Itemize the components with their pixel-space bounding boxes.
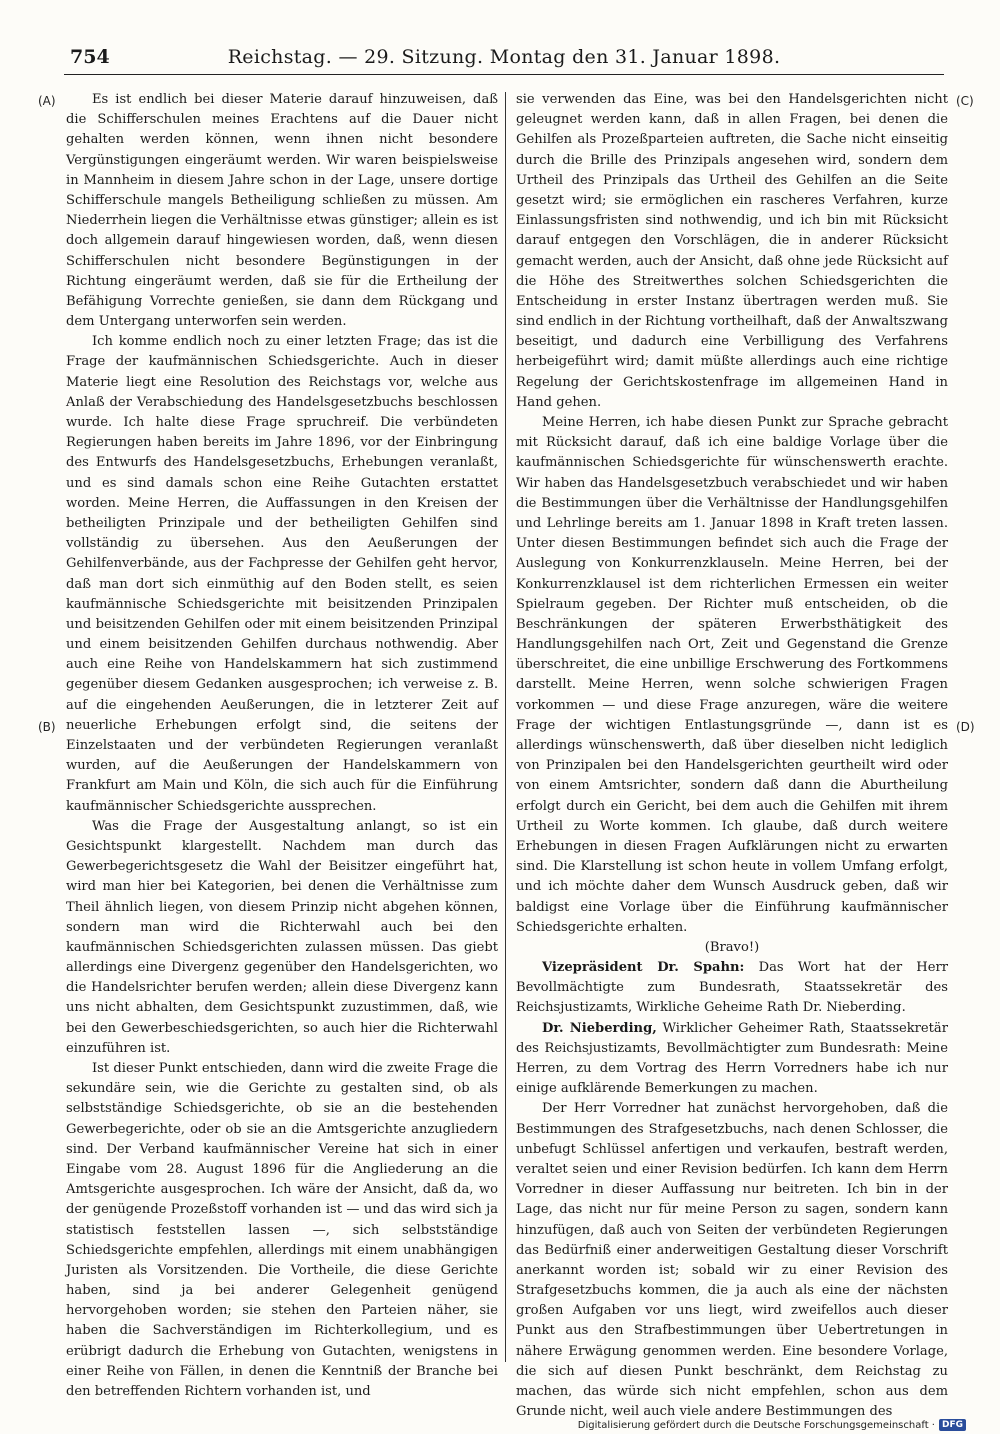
interjection: (Bravo!): [704, 939, 760, 955]
page-header: [64, 40, 944, 75]
margin-marker-c: (C): [956, 94, 974, 108]
left-column: [66, 90, 498, 1399]
paragraph: Meine Herren, ich habe diesen Punkt zur Sprache gebracht mit Rücksicht darauf, daß ich eine baldige Vorlage über die kaufmännischen Schiedsgerichte für wünschenswerth erachte. Wir haben das Handelsgesetzbuch verabschiedet und wir haben die Bestimmungen über die Verhältnisse der Handlungsgehilfen und Lehrlinge bereits am 1. Januar 1898 in Kraft treten lassen. Unter diesen Bestimmungen befindet sich auch die Frage der Auslegung von Konkurrenzklauseln. Meine Herren, bei der Konkurrenzklausel ist dem richterlichen Ermessen ein weiter Spielraum gegeben. Der Richter muß entscheiden, ob die Beschränkungen der späteren Erwerbsthätigkeit des Handlungsgehilfen nach Ort, Zeit und Gegenstand die Grenze überschreitet, die eine unbillige Erschwerung des Fortkommens darstellt. Meine Herren, wenn solche schwierigen Fragen vorkommen — und diese Frage anzuregen, wäre die weitere Frage der wichtigen Entlastungsgründe —, dann ist es allerdings wünschenswerth, daß über dieselben nicht lediglich von Prinzipalen bei den Handelsgerichten geurtheilt wird oder von einem Amtsrichter, sondern daß dann die Aburtheilung erfolgt durch ein Gericht, bei dem auch die Gehilfen mit ihrem Urtheil zu Worte kommen. Ich glaube, daß durch weitere Erhebungen in diesen Fragen Aufklärungen nicht zu erwarten sind. Die Klarstellung ist schon heute in vollem Umfang erfolgt, und ich möchte daher dem Wunsch Ausdruck geben, daß wir baldigst eine Vorlage über die Einführung kaufmännischer Schiedsgerichte erhalten.: [516, 415, 948, 935]
dfg-logo: DFG: [939, 1419, 966, 1431]
speech-paragraph: [516, 1019, 948, 1100]
margin-marker-a: (A): [38, 94, 56, 108]
column-divider: [505, 92, 506, 1362]
running-title: Reichstag. — 29. Sitzung. Montag den 31. Januar 1898.: [227, 46, 781, 68]
speech-paragraph: [516, 958, 948, 1019]
paragraph: Ich komme endlich noch zu einer letzten Frage; das ist die Frage der kaufmännischen Schiedsgerichte. Auch in dieser Materie liegt eine Resolution des Reichstags vor, welche aus Anlaß der Verabschiedung des Handelsgesetzbuchs beschlossen wurde. Ich halte diese Frage spruchreif. Die verbündeten Regierungen haben bereits im Jahre 1896, vor der Einbringung des Entwurfs des Handelsgesetzbuchs, Erhebungen veranlaßt, und es sind damals schon eine Reihe Gutachten erstattet worden. Meine Herren, die Auffassungen in den Kreisen der betheiligten Prinzipale und der betheiligten Gehilfen sind vollständig zu übersehen. Aus den Aeußerungen der Gehilfenverbände, aus der Fachpresse der Gehilfen geht hervor, daß man dort sich einmüthig auf den Boden stellt, es seien kaufmännische Schiedsgerichte mit beisitzenden Prinzipalen und beisitzenden Gehilfen oder mit einem beisitzenden Prinzipal und einem beisitzenden Gehilfen durchaus nothwendig. Aber auch eine Reihe von Handelskammern hat sich zustimmend gegenüber diesem Gedanken ausgesprochen; ich verweise z. B. auf die eingehenden Aeußerungen, die in letzterer Zeit auf neuerliche Erhebungen erfolgt sind, die seitens der Einzelstaaten und der verbündeten Regierungen veranlaßt wurden, auf die Aeußerungen der Handelskammern von Frankfurt am Main und Köln, die sich auch für die Einführung kaufmännischer Schiedsgerichte aussprechen.: [66, 334, 498, 814]
margin-marker-d: (D): [956, 720, 975, 734]
footer-credit: Digitalisierung gefördert durch die Deutsche Forschungsgemeinschaft ·: [577, 1419, 935, 1431]
speech-text: Wirklicher Geheimer Rath, Staatssekretär des Reichsjustizamts, Bevollmächtigter zum Bundesrath: Meine Herren, zu dem Vortrag des Herrn Vorredners habe ich nur einige aufklärende Bemerkungen zu machen.: [516, 1020, 948, 1097]
page-number: 754: [70, 46, 110, 68]
speaker-name: Vizepräsident Dr. Spahn:: [542, 960, 745, 976]
paragraph: sie verwenden das Eine, was bei den Handelsgerichten nicht geleugnet werden kann, daß in allen Fragen, bei denen die Gehilfen als Prozeßparteien auftreten, die Sache nicht einseitig durch die Brille des Prinzipals angesehen wird, sondern dem Urtheil des Prinzipals das Urtheil des Gehilfen an die Seite gesetzt wird; sie ermöglichen ein rascheres Verfahren, kurze Einlassungsfristen sind nothwendig, und ich bin mit Rücksicht darauf entgegen den Vorschlägen, die in anderer Rücksicht gemacht werden, auch der Ansicht, daß ohne jede Rücksicht auf die Höhe des Streitwerthes solchen Schiedsgerichten die Entscheidung in erster Instanz übertragen werden muß. Sie sind endlich in der Richtung vortheilhaft, daß der Anwaltszwang beseitigt, und dadurch eine Verbilligung des Verfahrens herbeigeführt wird; damit müßte allerdings auch eine richtige Regelung der Gerichtskostenfrage im allgemeinen Hand in Hand gehen.: [516, 92, 948, 410]
right-column: [516, 90, 948, 1420]
paragraph: Was die Frage der Ausgestaltung anlangt, so ist ein Gesichtspunkt klargestellt. Nachdem man durch das Gewerbegerichtsgesetz die Wahl der Beisitzer eingeführt hat, wird man hier bei Kategorien, bei denen die Verhältnisse zum Theil ähnlich liegen, von diesem Prinzip nicht abgehen können, sondern man wird die Richterwahl auch bei den kaufmännischen Schiedsgerichten zulassen müssen. Das giebt allerdings eine Divergenz gegenüber den Handelsgerichten, wo die Handelsrichter berufen werden; allein diese Divergenz kann uns nicht abhalten, dem Gesichtspunkt zuzustimmen, daß, wie bei den Gewerbeschiedsgerichten, so auch hier die Richterwahl einzuführen ist.: [66, 818, 498, 1056]
page-footer: [578, 1417, 966, 1433]
paragraph: Der Herr Vorredner hat zunächst hervorgehoben, daß die Bestimmungen des Strafgesetzbuchs, nach denen Schlosser, die unbefugt Schlüssel anfertigen und verkaufen, bestraft werden, veraltet seien und einer Revision bedürfen. Ich kann dem Herrn Vorredner in dieser Auffassung nur beitreten. Ich bin in der Lage, das nicht nur für meine Person zu sagen, sondern kann hinzufügen, daß auch von Seiten der verbündeten Regierungen das Bedürfniß einer anderweitigen Gestaltung dieser Vorschrift anerkannt worden ist; sobald wir zu einer Revision des Strafgesetzbuchs kommen, die ja auch als eine der nächsten großen Aufgaben vor uns liegt, wird zweifellos auch dieser Punkt aus den Strafbestimmungen über Uebertretungen in nähere Erwägung genommen werden. Eine besondere Vorlage, die sich auf diesen Punkt beschränkt, dem Reichstag zu machen, das würde sich nicht empfehlen, schon aus dem Grunde nicht, weil auch viele andere Bestimmungen des: [516, 1101, 948, 1420]
paragraph: Ist dieser Punkt entschieden, dann wird die zweite Frage die sekundäre sein, wie die Gerichte zu gestalten sind, ob als selbstständige Schiedsgerichte, ob sie an die bestehenden Gewerbegerichte, oder ob sie an die Amtsgerichte anzugliedern sind. Der Verband kaufmännischer Vereine hat sich in einer Eingabe vom 28. August 1896 für die Angliederung an die Amtsgerichte ausgesprochen. Ich wäre der Ansicht, daß da, wo der genügende Prozeßstoff vorhanden ist — und das wird sich ja statistisch feststellen lassen —, sich selbstständige Schiedsgerichte empfehlen, allerdings mit einem unabhängigen Juristen als Vorsitzenden. Die Vortheile, die diese Gerichte haben, sind ja bei anderer Gelegenheit genügend hervorgehoben worden; sie stehen den Parteien näher, sie haben die Sachverständigen im Richterkollegium, und es erübrigt dadurch die Erhebung von Gutachten, wenigstens in einer Reihe von Fällen, in denen die Kenntniß der Branche bei den betreffenden Richtern vorhanden ist, und: [66, 1061, 498, 1399]
margin-marker-b: (B): [38, 720, 56, 734]
paragraph: Es ist endlich bei dieser Materie darauf hinzuweisen, daß die Schifferschulen meines Erachtens auf die Dauer nicht gehalten werden können, wenn ihnen nicht besondere Vergünstigungen eingeräumt werden. Wir waren beispielsweise in Mannheim in diesem Jahre schon in der Lage, unsere dortige Schifferschule mangels Betheiligung schließen zu müssen. Am Niederrhein liegen die Verhältnisse etwas günstiger; allein es ist doch allgemein darauf hingewiesen worden, daß, wenn diesen Schifferschulen nicht besondere Begünstigungen in der Richtung eingeräumt werden, daß sie für die Ertheilung der Befähigung Vorrechte genießen, sie dann dem Rückgang und dem Untergang unterworfen sein werden.: [66, 92, 498, 330]
speech-text: Das Wort hat der Herr Bevollmächtigte zum Bundesrath, Staatssekretär des Reichsjustizamts, Wirkliche Geheime Rath Dr. Nieberding.: [516, 960, 948, 1016]
speaker-name: Dr. Nieberding,: [542, 1020, 657, 1036]
